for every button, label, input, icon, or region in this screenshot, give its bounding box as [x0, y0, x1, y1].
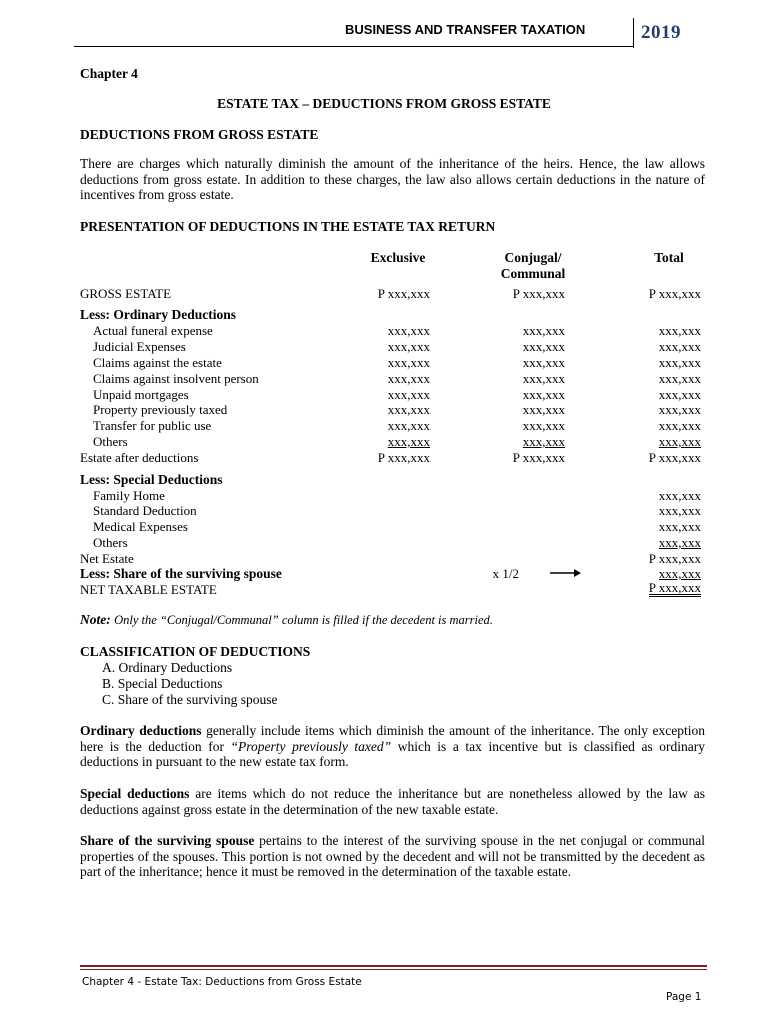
value-exclusive: xxx,xxx — [387, 434, 430, 449]
column-header-exclusive: Exclusive — [370, 250, 426, 265]
row-label: Property previously taxed — [93, 402, 228, 417]
table-row — [80, 387, 705, 403]
row-label: Family Home — [93, 488, 165, 503]
table-row — [80, 519, 705, 535]
value-exclusive: xxx,xxx — [387, 387, 430, 402]
header-rule — [74, 46, 634, 47]
table-row — [80, 503, 705, 519]
section-heading-presentation: PRESENTATION OF DEDUCTIONS IN THE ESTATE TAX RETURN — [80, 219, 496, 234]
row-net-taxable-estate — [80, 582, 705, 598]
paragraph-text: generally include items which diminish the amount of the inheritance. The only exception here is the deduction for — [80, 723, 705, 754]
header-divider — [633, 18, 634, 48]
header-title: BUSINESS AND TRANSFER TAXATION — [345, 22, 586, 37]
row-net-estate — [80, 551, 705, 567]
table-row — [80, 339, 705, 355]
value-exclusive: xxx,xxx — [387, 323, 430, 338]
value-conjugal: xxx,xxx — [522, 387, 565, 402]
value-conjugal: xxx,xxx — [522, 371, 565, 386]
value-conjugal: xxx,xxx — [522, 402, 565, 417]
column-header-conjugal — [486, 250, 580, 282]
row-label: Net Estate — [80, 551, 134, 566]
value-exclusive: xxx,xxx — [387, 371, 430, 386]
table-row — [80, 371, 705, 387]
value-conjugal: xxx,xxx — [522, 418, 565, 433]
row-ordinary-heading — [80, 307, 705, 323]
row-label: NET TAXABLE ESTATE — [80, 582, 217, 597]
intro-paragraph: There are charges which naturally diminish the amount of the inheritance of the heirs. Hence, the law allows deductions from gross estate. In addition to these charges, the law also allows certain deductions in the nature of incentives from gross estate. — [80, 156, 705, 202]
footer-rule-thin — [80, 969, 707, 970]
column-header-conjugal-line1: Conjugal/ — [504, 250, 562, 265]
row-share-surviving-spouse — [80, 566, 705, 582]
row-label: Judicial Expenses — [93, 339, 186, 354]
value-total: xxx,xxx — [658, 503, 701, 518]
value-exclusive: xxx,xxx — [387, 418, 430, 433]
value-total: P xxx,xxx — [648, 580, 701, 595]
value-total: xxx,xxx — [658, 418, 701, 433]
arrow-right-icon — [550, 568, 582, 578]
value-total: xxx,xxx — [658, 355, 701, 370]
table-row — [80, 434, 705, 450]
term-share-surviving-spouse: Share of the surviving spouse — [80, 833, 255, 848]
note — [80, 612, 493, 628]
row-label: GROSS ESTATE — [80, 286, 172, 301]
paragraph-text: pertains to the interest of the surviving spouse in the net conjugal or communal properties of the spouses. This portion is not owned by the decedent and will not be transmitted by the decedent as part of the inheritance; hence it must be removed in the determination of the taxable estate. — [80, 833, 706, 879]
row-label: Others — [93, 434, 128, 449]
row-label: Others — [93, 535, 128, 550]
quote-property-previously-taxed: “Property previously taxed” — [230, 738, 392, 754]
value-total: xxx,xxx — [658, 339, 701, 354]
value-total: xxx,xxx — [658, 387, 701, 402]
list-item: A. Ordinary Deductions — [102, 660, 233, 675]
chapter-label: Chapter 4 — [80, 66, 138, 81]
footer-page-number: Page 1 — [666, 991, 702, 1003]
value-exclusive: P xxx,xxx — [377, 286, 430, 301]
row-label: Transfer for public use — [93, 418, 212, 433]
value-exclusive: xxx,xxx — [387, 402, 430, 417]
column-header-conjugal-line2: Communal — [500, 266, 566, 281]
value-conjugal: x 1/2 — [492, 566, 519, 581]
value-total: xxx,xxx — [658, 488, 701, 503]
ordinary-deductions-paragraph — [80, 723, 705, 770]
header-year: 2019 — [641, 22, 681, 43]
value-conjugal: xxx,xxx — [522, 339, 565, 354]
value-exclusive: xxx,xxx — [387, 339, 430, 354]
value-exclusive: P xxx,xxx — [377, 450, 430, 465]
value-conjugal: P xxx,xxx — [512, 286, 565, 301]
row-estate-after-deductions — [80, 450, 705, 466]
row-label: Standard Deduction — [93, 503, 197, 518]
table-row — [80, 402, 705, 418]
value-total: P xxx,xxx — [648, 551, 701, 566]
table-row — [80, 323, 705, 339]
footer-chapter-text: Chapter 4 - Estate Tax: Deductions from Gross Estate — [82, 976, 362, 988]
value-total: xxx,xxx — [658, 323, 701, 338]
ordinary-deductions-heading: Less: Ordinary Deductions — [80, 307, 237, 322]
row-gross-estate — [80, 286, 705, 302]
term-special-deductions: Special deductions — [80, 786, 190, 801]
row-label: Estate after deductions — [80, 450, 199, 465]
list-item: B. Special Deductions — [102, 675, 223, 691]
value-total: P xxx,xxx — [648, 450, 701, 465]
classification-list — [102, 660, 277, 707]
special-deductions-heading: Less: Special Deductions — [80, 472, 223, 487]
footer-rule — [80, 965, 707, 967]
table-row — [80, 488, 705, 504]
term-ordinary-deductions: Ordinary deductions — [80, 723, 202, 738]
value-conjugal: xxx,xxx — [522, 323, 565, 338]
value-total: xxx,xxx — [658, 402, 701, 417]
column-header-total: Total — [654, 250, 684, 265]
paragraph-text: are items which do not reduce the inheritance but are nonetheless allowed by the law as deductions against gross estate in the determination of the new taxable estate. — [80, 786, 705, 817]
value-exclusive: xxx,xxx — [387, 355, 430, 370]
row-label: Actual funeral expense — [93, 323, 213, 338]
table-row — [80, 418, 705, 434]
note-label: Note: — [80, 612, 111, 627]
value-total: xxx,xxx — [658, 519, 701, 534]
value-total: xxx,xxx — [658, 434, 701, 449]
table-row — [80, 355, 705, 371]
value-total: xxx,xxx — [658, 371, 701, 386]
value-conjugal: xxx,xxx — [522, 355, 565, 370]
value-conjugal: xxx,xxx — [522, 434, 565, 449]
row-label: Claims against insolvent person — [93, 371, 259, 386]
note-text: Only the “Conjugal/Communal” column is filled if the decedent is married. — [114, 613, 493, 627]
value-total: xxx,xxx — [658, 535, 701, 550]
paragraph-text: which is a tax incentive but is classified as ordinary deductions in pursuant to the new estate tax form. — [80, 738, 705, 769]
row-special-heading — [80, 472, 705, 488]
row-label: Unpaid mortgages — [93, 387, 189, 402]
page-title: ESTATE TAX – DEDUCTIONS FROM GROSS ESTATE — [217, 96, 551, 111]
row-label: Medical Expenses — [93, 519, 188, 534]
special-deductions-paragraph — [80, 786, 705, 817]
row-label: Less: Share of the surviving spouse — [80, 566, 282, 581]
value-total: xxx,xxx — [658, 566, 701, 581]
row-label: Claims against the estate — [93, 355, 222, 370]
value-conjugal: P xxx,xxx — [512, 450, 565, 465]
share-surviving-spouse-paragraph — [80, 833, 705, 880]
value-total: P xxx,xxx — [648, 286, 701, 301]
list-item: C. Share of the surviving spouse — [102, 691, 278, 707]
table-row — [80, 535, 705, 551]
section-heading-classification: CLASSIFICATION OF DEDUCTIONS — [80, 644, 311, 659]
section-heading-deductions: DEDUCTIONS FROM GROSS ESTATE — [80, 127, 319, 142]
